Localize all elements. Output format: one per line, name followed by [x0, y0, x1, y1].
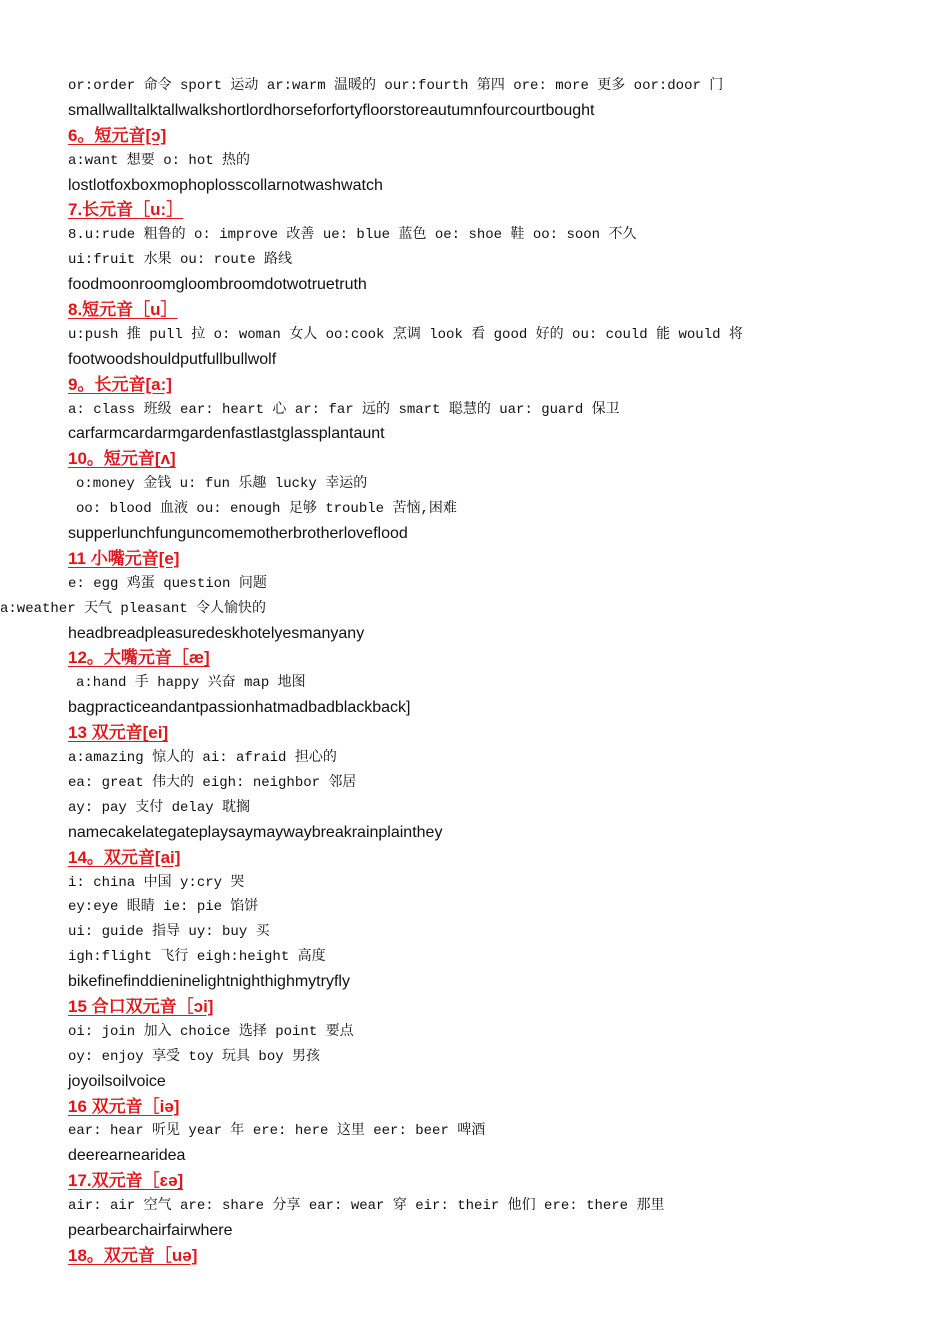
spelling-rule-line: ea: great 伟大的 eigh: neighbor 邻居 — [68, 774, 357, 791]
section-heading — [68, 198, 928, 223]
section-heading — [68, 1095, 928, 1120]
section-heading — [68, 298, 928, 323]
section-heading — [68, 547, 928, 572]
spelling-rule-line: ui:fruit 水果 ou: route 路线 — [68, 252, 293, 269]
section-heading — [68, 721, 928, 746]
spelling-rule-line: 8.u:rude 粗鲁的 o: improve 改善 ue: blue 蓝色 oe: shoe 鞋 oo: soon 不久 — [68, 227, 637, 244]
section-heading-text: 13 双元音[ei] — [68, 723, 169, 743]
section-heading-text: 6。短元音[ɔ] — [68, 125, 167, 145]
spelling-rule-line: or:order 命令 sport 运动 ar:warm 温暖的 our:fourth 第四 ore: more 更多 oor:door 门 — [68, 78, 724, 94]
section-heading — [68, 995, 928, 1020]
spelling-rule-line: oy: enjoy 享受 toy 玩具 boy 男孩 — [68, 1048, 321, 1065]
section-heading-text: 17.双元音［ɛə] — [68, 1171, 184, 1191]
section-heading — [68, 1169, 928, 1194]
example-words-line: lostlotfoxboxmophoplosscollarnotwashwatch — [68, 176, 383, 194]
section-heading-text: 11 小嘴元音[e] — [68, 548, 180, 568]
section-heading-text: 16 双元音［iə] — [68, 1096, 180, 1116]
section-heading — [68, 373, 928, 398]
example-words-line: bagpracticeandantpassionhatmadbadblackback] — [68, 699, 411, 717]
section-heading — [68, 124, 928, 149]
section-heading-text: 10。短元音[ʌ] — [68, 449, 176, 469]
example-words-line: footwoodshouldputfullbullwolf — [68, 350, 277, 368]
example-words-line: namecakelategateplaysaymaywaybreakrainplainthey — [68, 823, 443, 841]
section-heading-text: 12。大嘴元音［æ] — [68, 648, 210, 668]
spelling-rule-line: a:hand 手 happy 兴奋 map 地图 — [76, 675, 306, 692]
example-words-line: pearbearchairfairwhere — [68, 1221, 233, 1239]
spelling-rule-line: ui: guide 指导 uy: buy 买 — [68, 924, 270, 941]
spelling-rule-line: igh:flight 飞行 eigh:height 高度 — [68, 949, 326, 966]
spelling-rule-line: i: china 中国 y:cry 哭 — [68, 874, 245, 891]
section-heading-text: 14。双元音[ai] — [68, 847, 181, 867]
spelling-rule-line: e: egg 鸡蛋 question 问题 — [68, 575, 267, 592]
spelling-rule-line: o:money 金钱 u: fun 乐趣 lucky 幸运的 — [76, 476, 368, 493]
section-heading-text: 9。长元音[a:] — [68, 374, 172, 394]
spelling-rule-line: ear: hear 听见 year 年 ere: here 这里 eer: beer 啤酒 — [68, 1123, 486, 1140]
section-heading-text: 18。双元音［uə] — [68, 1245, 198, 1265]
section-heading-text: 15 合口双元音［ɔi] — [68, 996, 214, 1016]
example-words-line: joyoilsoilvoice — [68, 1072, 166, 1090]
spelling-rule-line: a:amazing 惊人的 ai: afraid 担心的 — [68, 750, 337, 767]
document-body — [0, 74, 928, 1269]
example-words-line: bikefinefinddieninelightnighthighmytryfly — [68, 973, 350, 991]
section-heading-text: 8.短元音［u］ — [68, 300, 178, 320]
spelling-rule-line: oi: join 加入 choice 选择 point 要点 — [68, 1023, 354, 1040]
spelling-rule-line: ey:eye 眼睛 ie: pie 馅饼 — [68, 899, 259, 916]
example-words-line: carfarmcardarmgardenfastlastglassplantaunt — [68, 425, 385, 443]
spelling-rule-line: a:want 想要 o: hot 热的 — [68, 152, 251, 169]
section-heading — [68, 447, 928, 472]
section-heading-text: 7.长元音［u:］ — [68, 200, 184, 220]
section-heading — [68, 1244, 928, 1269]
section-heading — [68, 646, 928, 671]
example-words-line: deerearnearidea — [68, 1147, 186, 1165]
example-words-line: headbreadpleasuredeskhotelyesmanyany — [68, 624, 365, 642]
spelling-rule-line: ay: pay 支付 delay 耽搁 — [68, 799, 251, 816]
spelling-rule-line: u:push 推 pull 拉 o: woman 女人 oo:cook 烹调 look 看 good 好的 ou: could 能 would 将 — [68, 326, 743, 343]
spelling-rule-line: a: class 班级 ear: heart 心 ar: far 远的 smart 聪慧的 uar: guard 保卫 — [68, 401, 620, 418]
spelling-rule-line: oo: blood 血液 ou: enough 足够 trouble 苦恼,困难 — [76, 501, 457, 518]
spelling-rule-line: air: air 空气 are: share 分享 ear: wear 穿 eir: their 他们 ere: there 那里 — [68, 1198, 665, 1215]
example-words-line: supperlunchfunguncomemotherbrotherloveflood — [68, 525, 408, 543]
example-words-line: smallwalltalktallwalkshortlordhorseforfortyfloorstoreautumnfourcourtbought — [68, 101, 595, 119]
example-words-line: foodmoonroomgloombroomdotwotruetruth — [68, 276, 367, 294]
section-heading — [68, 846, 928, 871]
spelling-rule-line: a:weather 天气 pleasant 令人愉快的 — [0, 600, 267, 617]
